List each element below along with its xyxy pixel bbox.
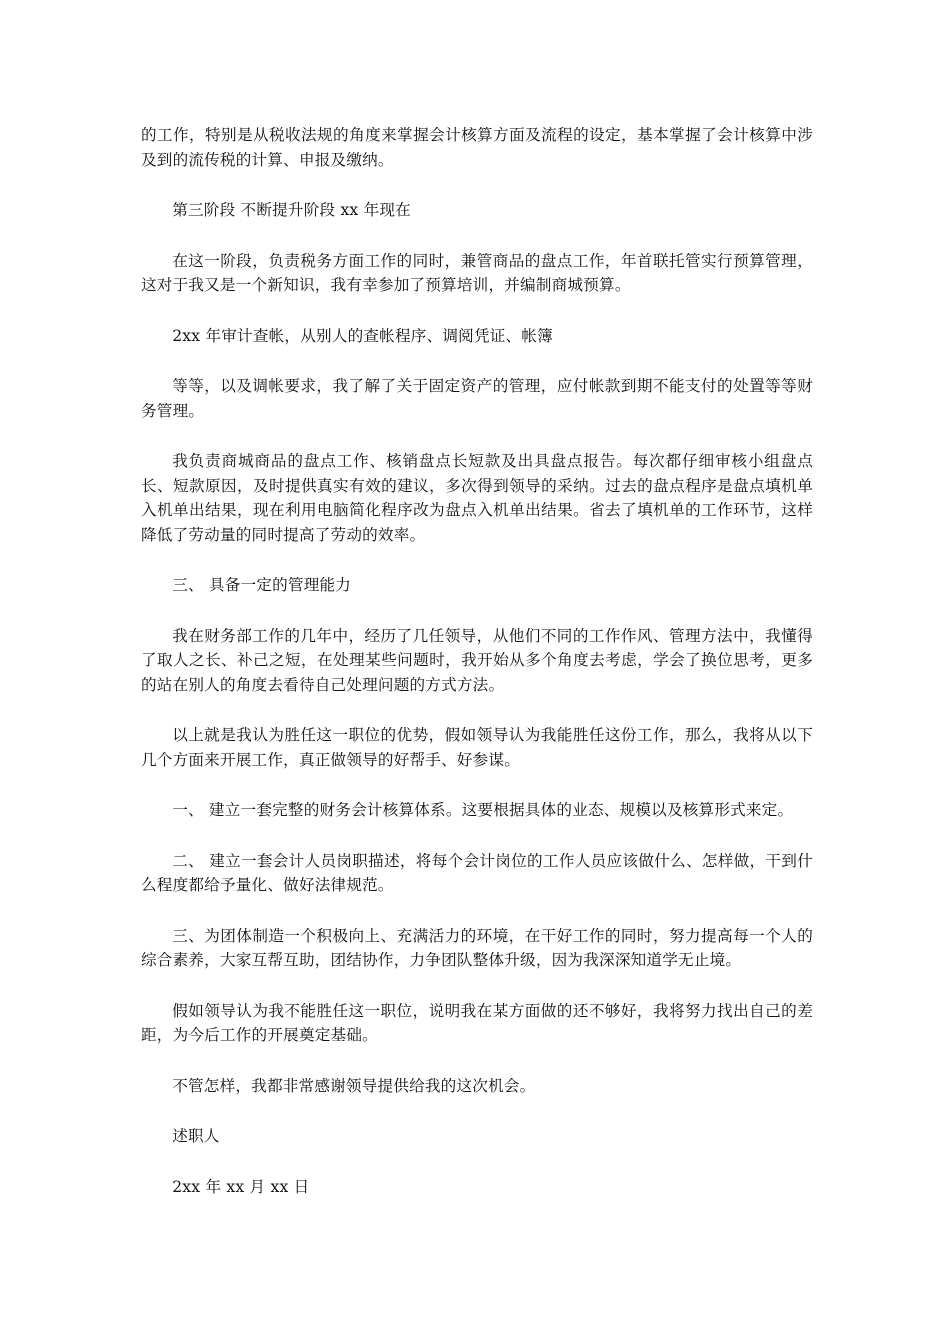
plan-item-three: 三、为团体制造一个积极向上、充满活力的环境，在干好工作的同时，努力提高每一个人的综合素养，大家互帮互助，团结协作，力争团队整体升级，因为我深深知道学无止境。 <box>141 926 813 969</box>
paragraph-thanks: 不管怎样，我都非常感谢领导提供给我的这次机会。 <box>172 1076 536 1095</box>
paragraph-continuation: 的工作，特别是从税收法规的角度来掌握会计核算方面及流程的设定，基本掌握了会计核算中涉及到的流传税的计算、申报及缴纳。 <box>141 126 813 169</box>
paragraph-inventory: 我负责商城商品的盘点工作、核销盘点长短款及出具盘点报告。每次都仔细审核小组盘点长、短款原因，及时提供真实有效的建议，多次得到领导的采纳。过去的盘点程序是盘点填机单入机单出结果，现在利用电脑简化程序改为盘点入机单出结果。省去了填机单的工作环节，这样降低了劳动量的同时提高了劳动的效率。 <box>141 452 813 544</box>
plan-item-two: 二、 建立一套会计人员岗职描述，将每个会计岗位的工作人员应该做什么、怎样做，干到什么程度都给予量化、做好法律规范。 <box>141 851 813 894</box>
stage-three-heading: 第三阶段 不断提升阶段 xx 年现在 <box>172 201 411 219</box>
paragraph-stage-three: 在这一阶段，负责税务方面工作的同时，兼管商品的盘点工作，年首联托管实行预算管理，这对于我又是一个新知识，我有幸参加了预算培训，并编制商城预算。 <box>141 251 813 294</box>
signature-date: 2xx 年 xx 月 xx 日 <box>172 1177 310 1196</box>
paragraph-if-not-qualified: 假如领导认为我不能胜任这一职位，说明我在某方面做的还不够好，我将努力找出自己的差距，为今后工作的开展奠定基础。 <box>141 1001 813 1044</box>
document-page <box>141 123 813 1225</box>
section-three-heading: 三、 具备一定的管理能力 <box>172 576 352 594</box>
signature-label: 述职人 <box>172 1127 220 1145</box>
paragraph-advantages: 以上就是我认为胜任这一职位的优势，假如领导认为我能胜任这份工作，那么，我将从以下几个方面来开展工作，真正做领导的好帮手、好参谋。 <box>141 726 813 769</box>
plan-item-one: 一、 建立一套完整的财务会计核算体系。这要根据具体的业态、规模以及核算形式来定。 <box>172 801 794 819</box>
paragraph-audit-heading: 2xx 年审计查帐，从别人的查帐程序、调阅凭证、帐簿 <box>172 326 553 345</box>
paragraph-audit-details: 等等，以及调帐要求，我了解了关于固定资产的管理，应付帐款到期不能支付的处置等等财务管理。 <box>141 377 813 420</box>
paragraph-management-experience: 我在财务部工作的几年中，经历了几任领导，从他们不同的工作作风、管理方法中，我懂得了取人之长、补己之短，在处理某些问题时，我开始从多个角度去考虑，学会了换位思考，更多的站在别人的角度去看待自己处理问题的方式方法。 <box>141 626 813 694</box>
